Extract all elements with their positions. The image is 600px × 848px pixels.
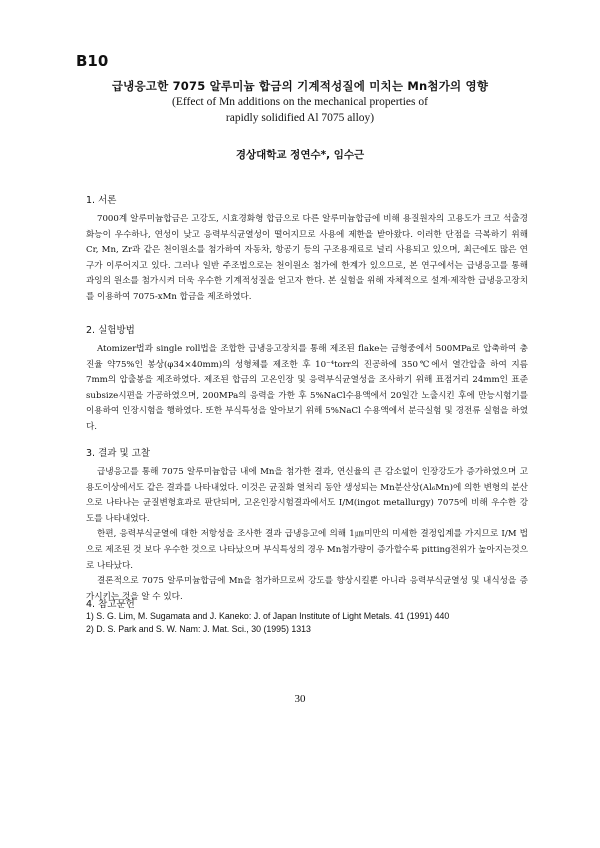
- section-heading-methods: 2. 실험방법: [86, 325, 135, 336]
- reference-item: 1) S. G. Lim, M. Sugamata and J. Kaneko: J. of Japan Institute of Light Metals. 41 (1991) 440: [86, 611, 450, 621]
- paragraph: 한편, 응력부식균열에 대한 저항성을 조사한 결과 급냉응고에 의해 1㎛미만의 미세한 결정입계를 가지므로 I/M 법으로 제조된 것 보다 우수한 것으로 나타났으며 부식특성의 경우 Mn첨가량이 증가할수록 pitting전위가 높아지는것으로 나타났다.: [86, 529, 528, 571]
- section-heading-introduction: 1. 서론: [86, 195, 117, 206]
- section-body-results: [86, 465, 528, 605]
- section-body-introduction: [86, 212, 528, 306]
- page-number: 30: [294, 693, 306, 705]
- abstract-code: B10: [76, 52, 109, 70]
- paper-title-english-line1: (Effect of Mn additions on the mechanical properties of: [172, 96, 428, 108]
- paragraph: 결론적으로 7075 알루미늄합금에 Mn을 첨가하므로써 강도를 향상시킬뿐 아니라 응력부식균열성 및 내식성을 증가시키는 것을 알 수 있다.: [86, 576, 528, 602]
- paper-title-korean: 급냉응고한 7075 알루미늄 합금의 기계적성질에 미치는 Mn첨가의 영향: [111, 79, 489, 93]
- reference-list: [86, 610, 556, 636]
- reference-item: 2) D. S. Park and S. W. Nam: J. Mat. Sci., 30 (1995) 1313: [86, 624, 311, 635]
- paragraph: Atomizer법과 single roll법을 조합한 급냉응고장치를 통해 제조된 flake는 금형중에서 500MPa로 압축하여 충진율 약75%인 봉상(φ34×40mm)의 성형체를 제조한 후 10⁻⁴torr의 진공하에 350℃에서 열간압출 하여 지름 7mm의 압출봉을 제조하였다. 제조된 합금의 고온인장 및 응력부식균열성을 조사하기 위해 표점거리 24mm인 표준 subsize시편을 가공하였으며, 200MPa의 응력을 가한 후 5%NaCl수용액에서 20일간 노출시킨 후에 만능시험기를 이용하여 인장시험을 행하였다. 또한 부식특성을 알아보기 위해 5%NaCl 수용액에서 분극실험 및 경전류 실험을 하였다.: [86, 344, 528, 432]
- section-body-methods: [86, 342, 528, 436]
- author-affiliation: 경상대학교 정연수*, 임수근: [235, 149, 365, 161]
- references-heading: 4. 참고문헌: [86, 599, 135, 610]
- paper-title-english-line2: rapidly solidified Al 7075 alloy): [225, 112, 375, 124]
- paragraph: 7000계 알루미늄합금은 고강도, 시효경화형 합금으로 다른 알루미늄합금에 비해 용질원자의 고용도가 크고 석출경화능이 우수하나, 연성이 낮고 응력부식균열성이 떨어지므로 사용에 제한을 받아왔다. 이러한 단점을 극복하기 위해 Cr, Mn, Zr과 같은 천이원소를 첨가하여 자동차, 항공기 등의 구조용재료로 널리 사용되고 있으며, 최근에도 많은 연구가 이루어지고 있다. 그러나 일반 주조법으로는 천이원소 첨가에 한계가 있으므로, 본 연구에서는 급냉응고를 통해 과잉의 원소를 첨가시켜 더욱 우수한 기계적성질을 얻고자 한다. 본 실험을 위해 자체적으로 설계·제작한 급냉응고장치를 이용하여 7075-xMn 합금을 제조하였다.: [86, 214, 528, 302]
- paragraph: 급냉응고를 통해 7075 알루미늄합금 내에 Mn을 첨가한 결과, 연신율의 큰 감소없이 인장강도가 증가하였으며 고용도이상에서도 같은 결과를 나타내었다. 이것은 균질화 열처리 동안 생성되는 Mn분산상(Al₆Mn)에 의한 변형의 분산으로 나타나는 균질변형효과로 판단되며, 고온인장시험결과에서도 I/M(ingot metallurgy) 7075에 비해 우수한 강도를 나타내었다.: [86, 467, 528, 524]
- section-heading-results: 3. 결과 및 고찰: [86, 448, 151, 459]
